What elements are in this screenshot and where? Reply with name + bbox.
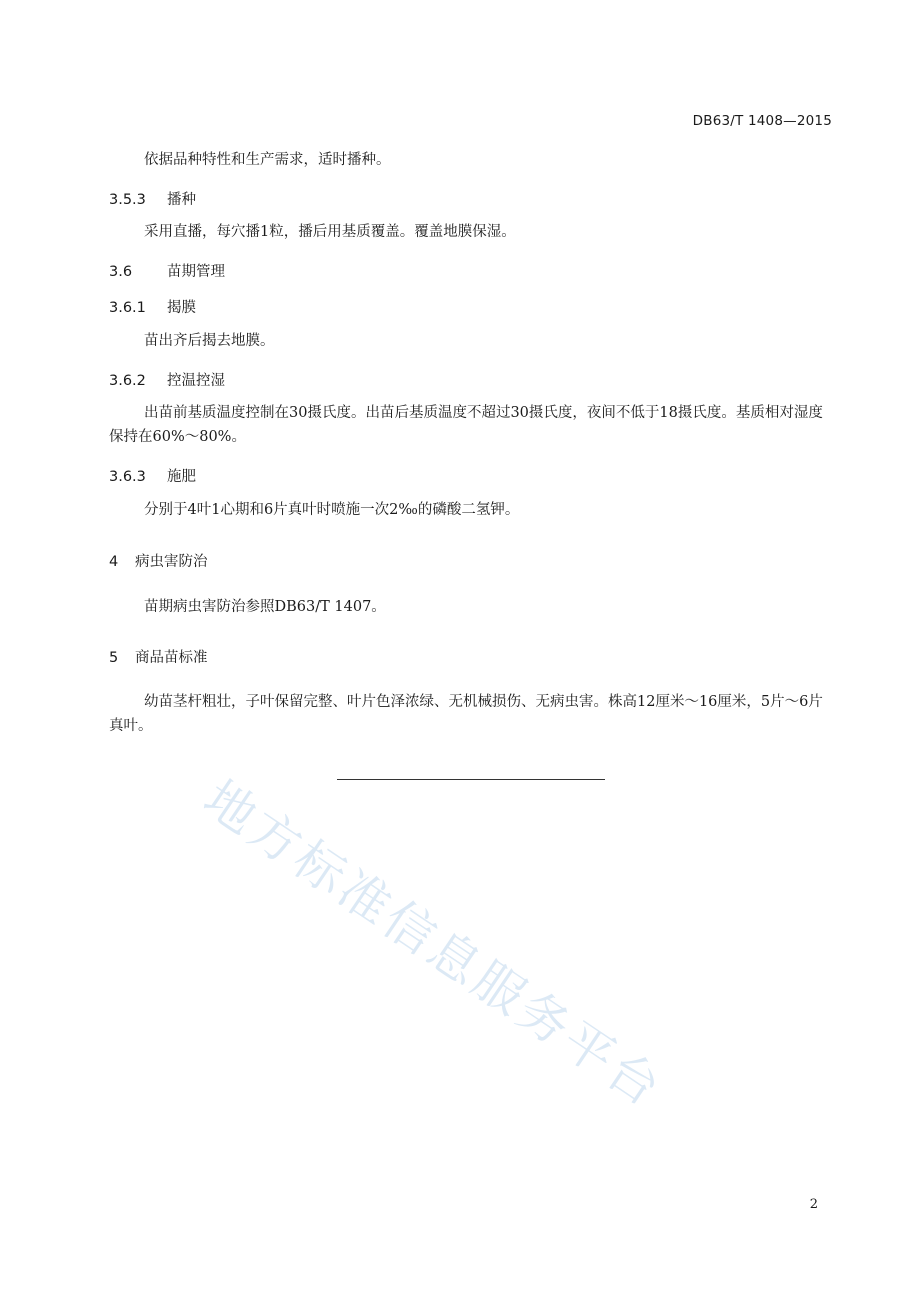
paragraph-sowing-time: 依据品种特性和生产需求，适时播种。	[144, 152, 391, 168]
heading-3-5-3	[109, 188, 196, 209]
heading-number: 3.6.1	[109, 300, 146, 316]
heading-title: 控温控湿	[167, 373, 225, 389]
heading-number: 3.6.3	[109, 469, 146, 485]
heading-title: 商品苗标准	[135, 650, 208, 666]
heading-title: 施肥	[167, 469, 196, 485]
page-number: 2	[809, 1197, 818, 1212]
heading-number: 3.6.2	[109, 373, 146, 389]
heading-title: 苗期管理	[167, 264, 225, 280]
paragraph-4: 苗期病虫害防治参照DB63/T 1407。	[144, 599, 386, 615]
paragraph-3-5-3: 采用直播，每穴播1粒，播后用基质覆盖。覆盖地膜保湿。	[144, 224, 516, 240]
watermark-text: 地方标准信息服务平台	[193, 769, 674, 1120]
document-code-header: DB63/T 1408—2015	[692, 113, 832, 129]
heading-title: 播种	[167, 192, 196, 208]
heading-3-6-2	[109, 369, 225, 390]
heading-3-6-3	[109, 465, 196, 486]
heading-5	[109, 646, 208, 667]
heading-number: 3.6	[109, 264, 133, 280]
heading-number: 4	[109, 554, 119, 570]
paragraph-3-6-3: 分别于4叶1心期和6片真叶时喷施一次2‰的磷酸二氢钾。	[144, 502, 520, 518]
heading-title: 病虫害防治	[135, 554, 208, 570]
heading-number: 3.5.3	[109, 192, 146, 208]
paragraph-3-6-1: 苗出齐后揭去地膜。	[144, 333, 275, 349]
paragraph-3-6-2: 出苗前基质温度控制在30摄氏度。出苗后基质温度不超过30摄氏度，夜间不低于18摄氏度。基质相对湿度保持在60%～80%。	[109, 405, 823, 445]
heading-3-6-1	[109, 296, 196, 317]
heading-number: 5	[109, 650, 119, 666]
heading-3-6	[109, 260, 225, 281]
paragraph-5: 幼苗茎杆粗壮，子叶保留完整、叶片色泽浓绿、无机械损伤、无病虫害。株高12厘米～16厘米，5片～6片真叶。	[109, 694, 823, 734]
heading-4	[109, 550, 208, 571]
end-of-document-rule	[337, 779, 605, 780]
heading-title: 揭膜	[167, 300, 196, 316]
